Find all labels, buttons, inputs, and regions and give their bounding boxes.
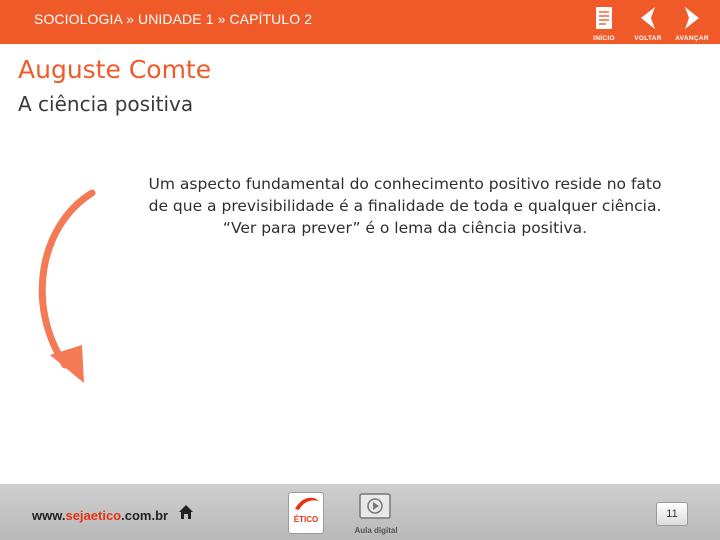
header-bar xyxy=(0,0,720,44)
page-title: Auguste Comte xyxy=(18,55,212,84)
etico-logo-text: ÉTICO xyxy=(293,515,319,524)
footer-bar xyxy=(0,484,720,540)
home-button-label: INÍCIO xyxy=(593,35,615,42)
etico-logo xyxy=(288,492,324,534)
paragraph-line: Um aspecto fundamental do conhecimento positivo reside no fato xyxy=(148,175,662,193)
paragraph-line: de que a previsibilidade é a finalidade de toda e qualquer ciência. xyxy=(148,197,662,215)
chevron-left-icon xyxy=(637,6,659,30)
back-button[interactable] xyxy=(624,4,672,42)
swoosh-icon xyxy=(289,493,323,515)
site-url-link[interactable] xyxy=(32,508,168,523)
forward-button[interactable] xyxy=(668,4,716,42)
url-suffix: .com.br xyxy=(121,508,169,523)
url-brand: sejaetico xyxy=(65,508,122,523)
aula-digital-label: Aula digital xyxy=(354,526,398,535)
paragraph-line: “Ver para prever” é o lema da ciência positiva. xyxy=(222,219,588,237)
forward-button-label: AVANÇAR xyxy=(675,35,709,42)
url-prefix: www. xyxy=(32,508,66,523)
home-button[interactable] xyxy=(580,4,628,42)
chevron-right-icon xyxy=(681,6,703,30)
play-icon[interactable] xyxy=(358,492,392,524)
house-icon[interactable] xyxy=(178,504,194,520)
page-number: 11 xyxy=(656,502,688,526)
document-icon xyxy=(595,6,613,30)
breadcrumb: SOCIOLOGIA » UNIDADE 1 » CAPÍTULO 2 xyxy=(34,11,313,27)
page-subtitle: A ciência positiva xyxy=(18,92,194,116)
back-button-label: VOLTAR xyxy=(634,35,662,42)
body-paragraph xyxy=(100,173,710,239)
